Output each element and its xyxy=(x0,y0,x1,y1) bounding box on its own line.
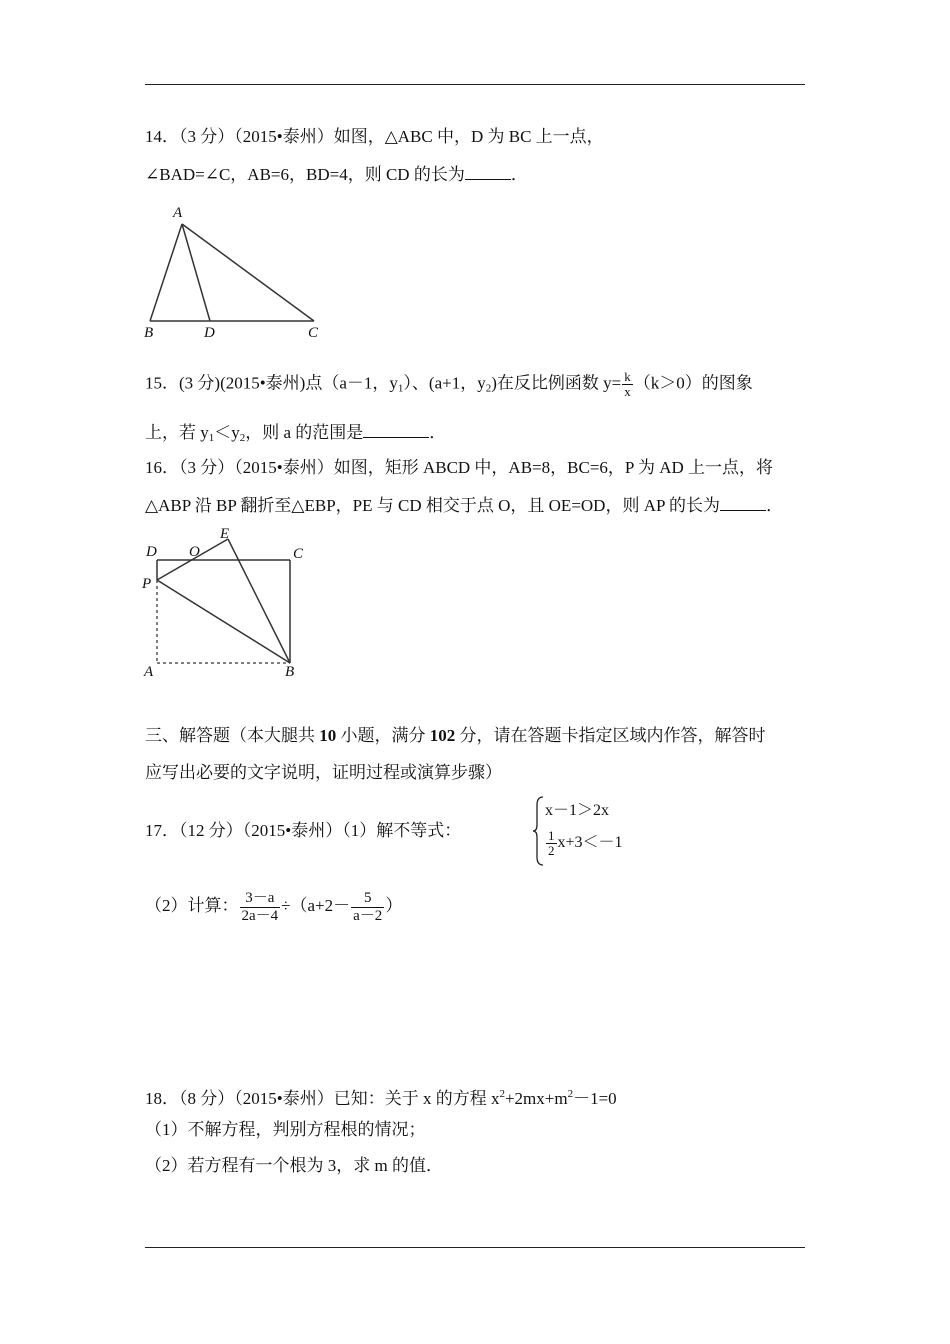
section3-score: 102 xyxy=(429,726,456,745)
q17-ineq2-den: 2 xyxy=(548,843,555,858)
q18-line2: （1）不解方程，判别方程根的情况； xyxy=(145,1120,426,1139)
q17-inequality-system xyxy=(533,795,643,867)
q17-frac1-num: 3－a xyxy=(240,890,281,908)
q15-fraction xyxy=(622,370,633,399)
q17-frac2-den: a－2 xyxy=(353,907,383,924)
q15-frac-den: x xyxy=(624,384,631,399)
q17-ineq2-rest: x+3＜－1 xyxy=(557,834,623,852)
q17-frac1 xyxy=(240,890,281,925)
q15-line2-a: 上，若 y xyxy=(145,423,209,442)
q14-line2 xyxy=(145,163,528,186)
section3-text-a: 三、解答题（本大腿共 xyxy=(145,726,320,745)
q18-text-b: +2mx+m xyxy=(504,1089,568,1108)
q16-figure xyxy=(140,522,315,682)
q16-end: ． xyxy=(766,496,784,515)
q14-line1: 14．（3 分）（2015•泰州）如图，△ABC 中，D 为 BC 上一点， xyxy=(145,127,604,146)
q17-ineq2 xyxy=(545,829,623,858)
q15-line2-end: ． xyxy=(429,423,447,442)
section3-line2: 应写出必要的文字说明，证明过程或演算步骤） xyxy=(145,763,502,782)
q16-label-p: P xyxy=(142,576,152,592)
q15-part2: ）、(a+1，y xyxy=(403,373,486,393)
q15-answer-blank[interactable] xyxy=(363,421,429,438)
q17-frac2 xyxy=(351,890,384,925)
q16-text: △ABP 沿 BP 翻折至△EBP，PE 与 CD 相交于点 O，且 OE=OD，则 AP 的长为 xyxy=(145,496,721,515)
q16-label-c: C xyxy=(293,546,304,562)
q17-part2 xyxy=(145,886,402,926)
q15-line2-b: ＜y xyxy=(214,423,240,442)
q14-label-b: B xyxy=(144,325,154,340)
section3-text-b: 小题，满分 xyxy=(336,726,430,745)
q18-sup1: 2 xyxy=(499,1088,505,1100)
q14-label-a: A xyxy=(173,205,183,221)
section3-line1 xyxy=(145,725,766,747)
q16-line2 xyxy=(145,494,783,517)
q17-ineq2-frac xyxy=(546,829,557,858)
q18-text-c: －1=0 xyxy=(573,1089,617,1108)
q15-line2-sub1: 1 xyxy=(208,432,215,444)
q15-part3: )在反比例函数 y= xyxy=(491,373,622,393)
top-rule xyxy=(145,84,805,85)
q17-line1: 17．（12 分）（2015•泰州）（1）解不等式： xyxy=(145,821,462,840)
q14-label-c: C xyxy=(308,325,319,340)
q15-frac-num: k xyxy=(624,369,631,384)
bottom-rule xyxy=(145,1247,805,1248)
q15-sub1: 1 xyxy=(397,382,404,395)
q17-div: ÷（a+2－ xyxy=(281,896,351,915)
q17-frac2-num: 5 xyxy=(351,890,384,908)
q18-line3: （2）若方程有一个根为 3，求 m 的值． xyxy=(145,1156,443,1175)
section3-text-c: 分，请在答题卡指定区域内作答，解答时 xyxy=(455,726,766,745)
q15-part1: 15．(3 分)(2015•泰州)点（a－1，y xyxy=(145,373,398,393)
q18-sup2: 2 xyxy=(567,1088,574,1100)
q16-answer-blank[interactable] xyxy=(720,494,766,511)
q14-text: ∠BAD=∠C，AB=6，BD=4，则 CD 的长为 xyxy=(145,165,465,184)
q14-answer-blank[interactable] xyxy=(465,163,511,180)
q15-line1 xyxy=(145,370,753,399)
q15-sub2: 2 xyxy=(485,382,492,395)
q18-text-a: 18．（8 分）（2015•泰州）已知：关于 x 的方程 x xyxy=(145,1089,500,1108)
q16-label-o: O xyxy=(189,544,200,560)
q16-label-e: E xyxy=(220,526,230,542)
q16-label-a: A xyxy=(144,664,154,680)
q15-line2-sub2: 2 xyxy=(239,432,246,444)
q17-part2-label: （2）计算： xyxy=(145,896,239,915)
q15-part4: （k＞0）的图象 xyxy=(633,373,753,393)
q16-line1: 16．（3 分）（2015•泰州）如图，矩形 ABCD 中，AB=8，BC=6，P 为 AD 上一点，将 xyxy=(145,458,774,477)
q15-line2 xyxy=(145,421,446,449)
q14-figure xyxy=(140,200,330,340)
q16-label-b: B xyxy=(285,664,295,680)
q18-line1 xyxy=(145,1083,617,1110)
q15-line2-c: ，则 a 的范围是 xyxy=(245,423,364,442)
q17-frac1-den: 2a－4 xyxy=(241,907,279,924)
q14-label-d: D xyxy=(204,325,215,340)
q17-ineq1: x－1＞2x xyxy=(545,802,610,819)
q17-brace xyxy=(533,795,545,867)
q16-label-d: D xyxy=(146,544,157,560)
q17-ineq2-num: 1 xyxy=(548,828,555,843)
section3-count: 10 xyxy=(319,726,337,745)
q17-close: ） xyxy=(385,896,403,915)
q14-end: ． xyxy=(510,165,528,184)
